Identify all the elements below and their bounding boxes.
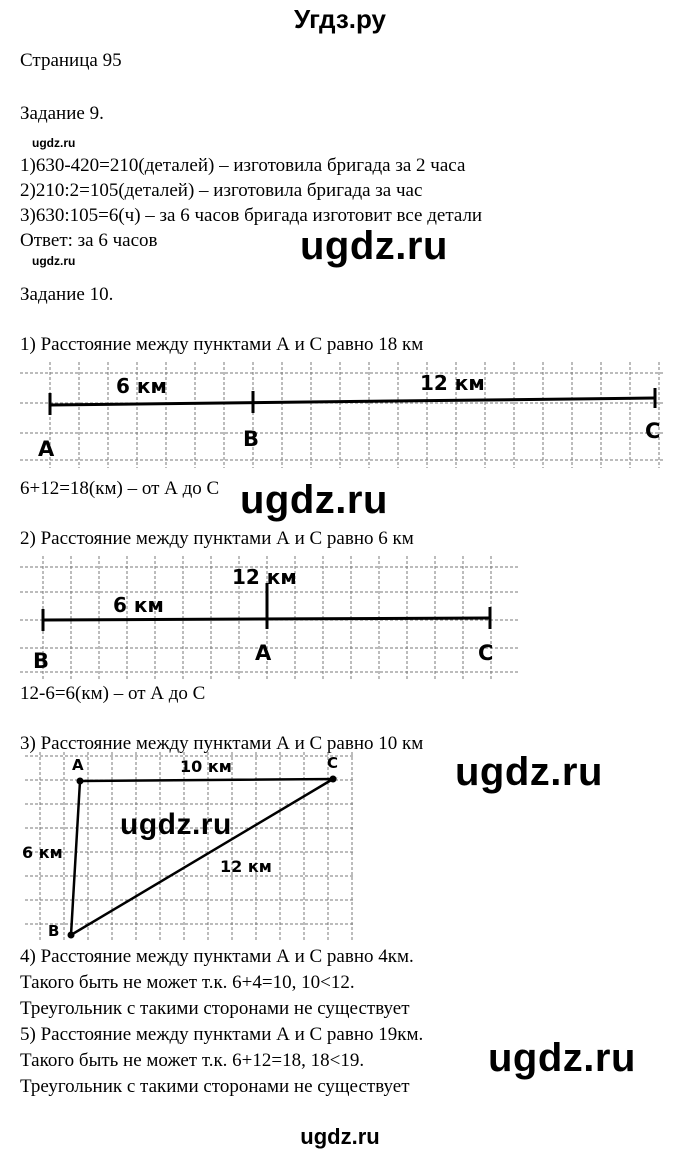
case2-point-a: A	[255, 641, 272, 665]
case5-statement: 5) Расстояние между пунктами А и С равно 19км.	[20, 1024, 424, 1045]
case1-point-b: B	[243, 427, 260, 451]
task9-line-1: 1)630-420=210(деталей) – изготовила бригада за 2 часа	[20, 155, 466, 176]
case3-side-ab: 6 км	[22, 843, 63, 862]
site-title: Угдз.ру	[294, 4, 386, 34]
source-tag: ugdz.ru	[32, 136, 76, 150]
case2-label-top: 12 км	[232, 565, 297, 589]
case3-point-b: B	[48, 922, 60, 940]
case2-point-c: C	[478, 641, 494, 665]
case1-calc: 6+12=18(км) – от А до С	[20, 478, 220, 499]
watermark: ugdz.ru	[240, 478, 388, 522]
watermark: ugdz.ru	[488, 1036, 636, 1080]
task10-title: Задание 10.	[20, 284, 114, 305]
case5-conclusion: Треугольник с такими сторонами не существует	[20, 1076, 410, 1097]
case2-calc: 12-6=6(км) – от А до С	[20, 683, 206, 704]
case2-statement: 2) Расстояние между пунктами А и С равно 6 км	[20, 528, 414, 549]
case1-label-left: 6 км	[116, 374, 167, 398]
case3-side-ac: 10 км	[180, 757, 232, 776]
watermark: ugdz.ru	[455, 750, 603, 794]
case1-statement: 1) Расстояние между пунктами А и С равно 18 км	[20, 334, 424, 355]
task9-title: Задание 9.	[20, 103, 104, 124]
footer-site: ugdz.ru	[300, 1124, 380, 1149]
case3-point-a: A	[72, 756, 84, 774]
task9-answer: Ответ: за 6 часов	[20, 230, 158, 251]
case3-statement: 3) Расстояние между пунктами А и С равно 10 км	[20, 733, 424, 754]
case2-point-b: B	[33, 649, 50, 673]
page-label: Страница 95	[20, 50, 122, 71]
case2-label-bottom: 6 км	[113, 593, 164, 617]
case5-reason: Такого быть не может т.к. 6+12=18, 18<19.	[20, 1050, 365, 1071]
task9-line-2: 2)210:2=105(деталей) – изготовила бригада за час	[20, 180, 423, 201]
case1-point-c: C	[645, 419, 661, 443]
case4-conclusion: Треугольник с такими сторонами не существует	[20, 998, 410, 1019]
case4-reason: Такого быть не может т.к. 6+4=10, 10<12.	[20, 972, 355, 993]
watermark: ugdz.ru	[120, 808, 232, 841]
source-tag-2: ugdz.ru	[32, 254, 76, 268]
case3-point-c: C	[327, 754, 339, 772]
case4-statement: 4) Расстояние между пунктами А и С равно 4км.	[20, 946, 414, 967]
watermark: ugdz.ru	[300, 224, 448, 268]
case1-label-right: 12 км	[420, 371, 485, 395]
task9-line-3: 3)630:105=6(ч) – за 6 часов бригада изготовит все детали	[20, 205, 483, 226]
case1-point-a: A	[38, 437, 55, 461]
case3-side-bc: 12 км	[220, 857, 272, 876]
